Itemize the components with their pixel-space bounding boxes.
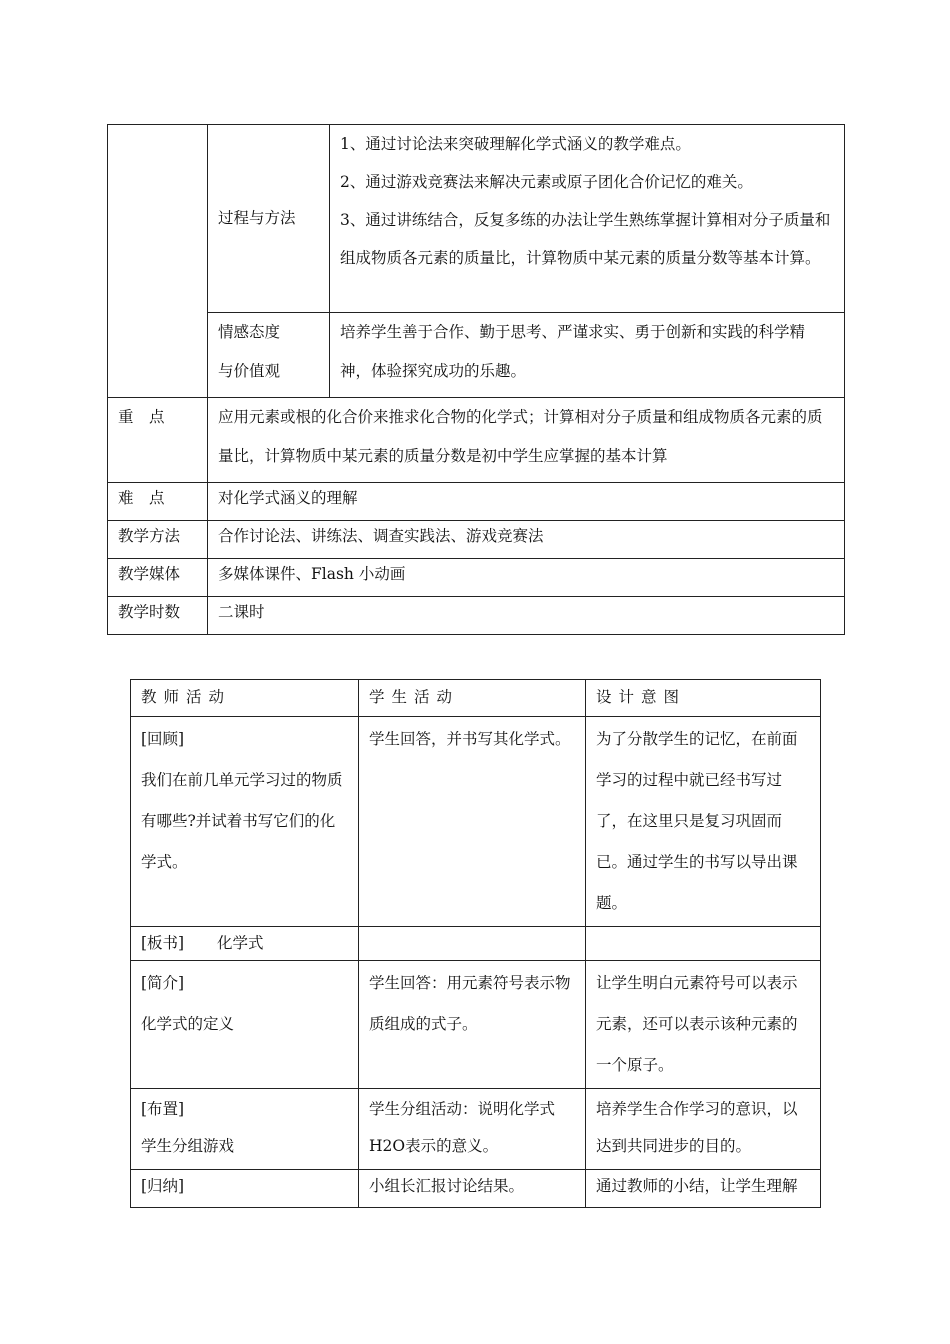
intent-cell-board [586,927,821,961]
process-method-item-3: 3、通过讲练结合，反复多练的办法让学生熟练掌握计算相对分子质量和组成物质各元素的质量比，计算物质中某元素的质量分数等基本计算。 [340,211,831,267]
activity-header-row [131,680,821,717]
teaching-hours-label: 教学时数 [108,597,208,635]
process-method-item-1: 1、通过讨论法来突破理解化学式涵义的教学难点。 [340,135,691,153]
emotion-values-label-line1: 情感态度 [218,323,281,341]
teacher-text: 化学式的定义 [141,1015,235,1033]
emotion-values-row [108,313,845,398]
teaching-media-content: 多媒体课件、Flash 小动画 [208,559,845,597]
difficult-point-content: 对化学式涵义的理解 [208,483,845,521]
header-teacher-activity: 教师活动 [131,680,359,717]
activity-row-review [131,717,821,927]
emotion-values-label [208,313,330,398]
key-point-row [108,398,845,483]
process-method-item-2: 2、通过游戏竞赛法来解决元素或原子团化合价记忆的难关。 [340,173,753,191]
lesson-plan-table [107,124,845,635]
intent-cell-summary: 通过教师的小结，让学生理解 [586,1170,821,1208]
process-method-label: 过程与方法 [208,125,330,313]
student-cell-review: 学生回答，并书写其化学式。 [359,717,586,927]
intent-cell-intro: 让学生明白元素符号可以表示元素，还可以表示该种元素的一个原子。 [586,961,821,1089]
teacher-tag: [板书] [141,934,185,952]
teacher-text: 学生分组游戏 [141,1137,235,1155]
teacher-tag: [布置] [141,1100,185,1118]
activity-row-intro [131,961,821,1089]
activity-row-board [131,927,821,961]
teacher-text: 我们在前几单元学习过的物质有哪些?并试着书写它们的化学式。 [141,771,343,871]
intent-cell-review: 为了分散学生的记忆，在前面学习的过程中就已经书写过了，在这里只是复习巩固而已。通过学生的书写以导出课题。 [586,717,821,927]
emotion-values-label-line2: 与价值观 [218,362,281,380]
key-point-label: 重 点 [108,398,208,483]
student-cell-intro: 学生回答：用元素符号表示物质组成的式子。 [359,961,586,1089]
teacher-cell-summary [131,1170,359,1208]
student-cell-board [359,927,586,961]
teacher-tag: [简介] [141,974,185,992]
teaching-media-row [108,559,845,597]
teacher-text: 化学式 [217,934,264,952]
teacher-tag: [归纳] [141,1177,185,1195]
process-method-content [330,125,845,313]
activity-row-summary [131,1170,821,1208]
teacher-cell-review [131,717,359,927]
key-point-content: 应用元素或根的化合价来推求化合物的化学式；计算相对分子质量和组成物质各元素的质量比，计算物质中某元素的质量分数是初中学生应掌握的基本计算 [208,398,845,483]
teaching-method-row [108,521,845,559]
teaching-hours-content: 二课时 [208,597,845,635]
teaching-method-label: 教学方法 [108,521,208,559]
difficult-point-row [108,483,845,521]
student-cell-arrange: 学生分组活动：说明化学式H2O表示的意义。 [359,1089,586,1170]
emotion-values-content: 培养学生善于合作、勤于思考、严谨求实、勇于创新和实践的科学精神，体验探究成功的乐趣。 [330,313,845,398]
objectives-empty-cell [108,125,208,398]
teaching-hours-row [108,597,845,635]
teaching-media-label: 教学媒体 [108,559,208,597]
header-design-intent: 设计意图 [586,680,821,717]
process-method-row [108,125,845,313]
teaching-method-content: 合作讨论法、讲练法、调查实践法、游戏竞赛法 [208,521,845,559]
teacher-cell-board [131,927,359,961]
activity-table [130,679,821,1208]
teacher-cell-arrange [131,1089,359,1170]
difficult-point-label: 难 点 [108,483,208,521]
student-cell-summary: 小组长汇报讨论结果。 [359,1170,586,1208]
activity-row-arrange [131,1089,821,1170]
teacher-tag: [回顾] [141,730,185,748]
teacher-cell-intro [131,961,359,1089]
header-student-activity: 学生活动 [359,680,586,717]
intent-cell-arrange: 培养学生合作学习的意识，以达到共同进步的目的。 [586,1089,821,1170]
